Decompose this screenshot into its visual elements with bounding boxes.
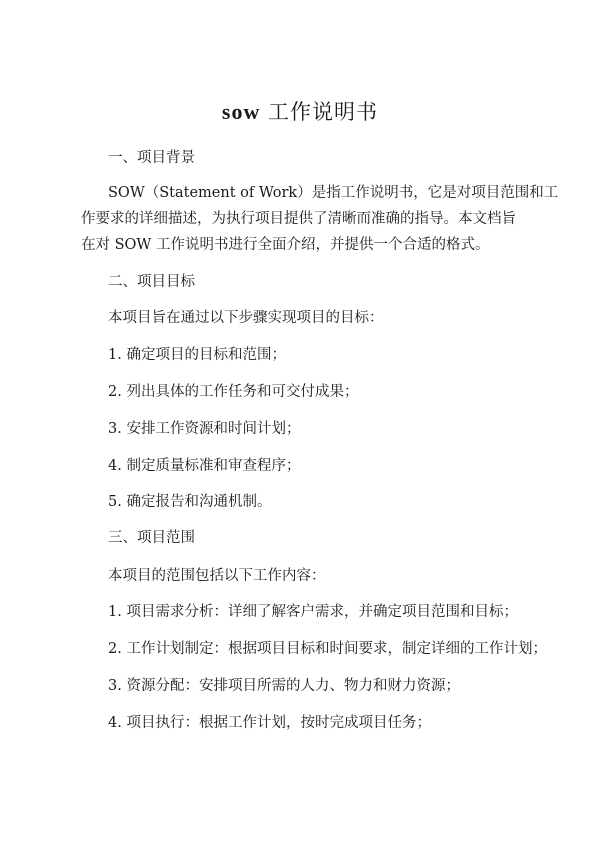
list-item: 5. 确定报告和沟通机制。: [108, 494, 272, 510]
list-item: 2. 列出具体的工作任务和可交付成果；: [108, 384, 359, 400]
section-heading-background: 一、项目背景: [108, 150, 195, 166]
section-intro: 本项目旨在通过以下步骤实现项目的目标：: [108, 310, 384, 326]
list-item: 3. 资源分配：安排项目所需的人力、物力和财力资源；: [108, 678, 460, 694]
document-title: [0, 96, 600, 126]
list-item: 4. 项目执行：根据工作计划，按时完成项目任务；: [108, 715, 431, 731]
list-item: 4. 制定质量标准和审查程序；: [108, 458, 301, 474]
section-intro: 本项目的范围包括以下工作内容：: [108, 568, 326, 584]
list-item: 2. 工作计划制定：根据项目目标和时间要求，制定详细的工作计划；: [108, 641, 547, 657]
paragraph-line: SOW（Statement of Work）是指工作说明书，它是对项目范围和工: [108, 185, 559, 201]
list-item: 3. 安排工作资源和时间计划；: [108, 421, 301, 437]
paragraph-line: 在对 SOW 工作说明书进行全面介绍，并提供一个合适的格式。: [81, 237, 490, 253]
section-heading-scope: 三、项目范围: [108, 530, 195, 546]
list-item: 1. 项目需求分析：详细了解客户需求，并确定项目范围和目标；: [108, 604, 518, 620]
title-chinese: 工作说明书: [260, 100, 379, 124]
paragraph-line: 作要求的详细描述，为执行项目提供了清晰而准确的指导。本文档旨: [81, 211, 516, 227]
section-heading-goals: 二、项目目标: [108, 274, 195, 290]
list-item: 1. 确定项目的目标和范围；: [108, 347, 286, 363]
title-latin: sow: [221, 99, 261, 124]
